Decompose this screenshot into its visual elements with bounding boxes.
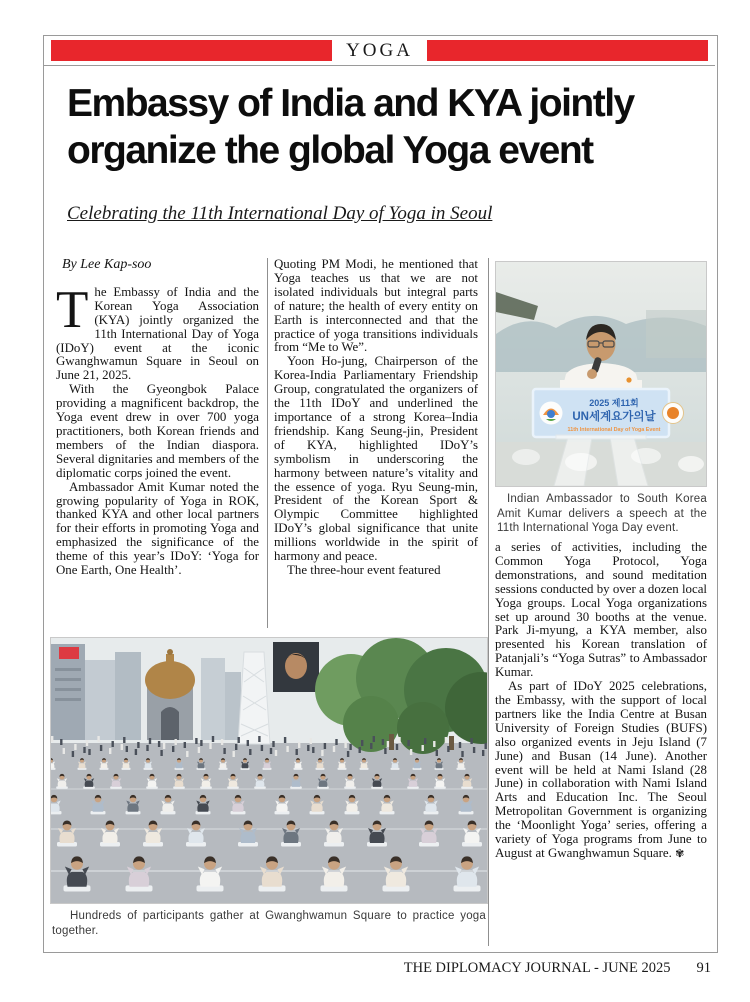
billboard [59,647,79,659]
podium-photo [495,261,707,487]
podium-photo-caption: Indian Ambassador to South Korea Amit Kumar delivers a speech at the 11th International Yoga Day event. [497,493,707,534]
page-footer [44,960,711,977]
section-band [44,36,715,66]
article-end-mark: ✾ [675,846,685,860]
white-tower [238,652,270,744]
paragraph-text: As part of IDoY 2025 celebrations, the Embassy, with the support of local partners like the India Centre at Busan University of Foreign Studies (BUFS) also organized events in Jeju Island (7 June) and Busan (14 June). Another event will be held at Nami Island (28 June) in collaboration with Nami Island Arts and Education Inc. The Seoul Metropolitan Government is organizing the ‘Moonlight Yoga’ series, offering a variety of Yoga programs from June to August at Gwanghwamun Square. [495,679,707,860]
article-column-1 [56,256,259,578]
podium-sign [533,389,684,437]
paragraph [495,680,707,861]
red-bar-left [51,40,332,61]
column-divider-1 [267,258,268,628]
hand [587,369,597,379]
lapel-logo [626,377,631,382]
crowd-photo-caption: Hundreds of participants gather at Gwanghwamun Square to practice yoga together. [52,910,486,937]
sign-line-1: 2025 제11회 [589,398,639,408]
subheadline: Celebrating the 11th International Day of Yoga in Seoul [67,203,493,224]
journal-name: THE DIPLOMACY JOURNAL - JUNE 2025 [403,960,671,976]
screen-face [285,653,307,679]
section-label: YOGA [346,39,413,61]
paragraph [56,280,259,383]
paragraph: The three-hour event featured [287,562,441,577]
red-bar-right [427,40,708,61]
blurred-building [646,310,706,358]
column-divider-2 [488,258,489,946]
paragraph: a series of activities, including the Common Yoga Protocol, Yoga demonstrations, and sound meditation sessions conducted by over a dozen local Yoga groups. Local Yoga organizations set up around 30 booths at the venue. Park Ji-myung, a KYA member, also presented his Korean translation of Patanjali’s “Yoga Sutras” to Ambassador Kumar. [495,540,707,680]
arch [161,707,179,740]
crowd-photo [50,637,488,904]
headline: Embassy of India and KYA jointly organize the global Yoga event [67,82,634,172]
article-column-3 [495,541,707,861]
article-column-2 [274,258,478,578]
paragraph: Quoting PM Modi, he mentioned that Yoga teaches us that we are not isolated individuals but integral parts of nature; the health of every entity on Earth is interconnected and that the practice of yoga transitions individuals from “Me to We”. [274,257,478,355]
sign-line-3: 11th International Day of Yoga Event [567,427,661,433]
drop-cap: T [56,280,89,339]
paragraph: With the Gyeongbok Palace providing a magnificent backdrop, the Yoga event drew in over 700 yoga practitioners, both Korean friends and members of the Indian diaspora. Several dignitaries and members of the diplomatic corps joined the event. [56,382,259,480]
sign-line-2: UN세계요가의날 [572,411,656,423]
big-screen [273,642,319,692]
podium-photo-art [496,262,706,486]
crowd-photo-art [51,638,487,903]
byline: By Lee Kap-soo [62,257,152,272]
page-number: 91 [696,960,711,976]
paragraph: Ambassador Amit Kumar noted the growing popularity of Yoga in ROK, thanked KYA and other local partners for their efforts in promoting Yoga and emphasized the significance of the theme of this year’s IDoY: ‘Yoga for One Earth, One Health’. [56,479,259,578]
paragraph-text: he Embassy of India and the Korean Yoga Association (KYA) jointly organized the 11th International Day of Yoga (IDoY) event at the iconic Gwanghwamun Square in Seoul on June 21, 2025. [56,284,259,383]
paragraph: Yoon Ho-jung, Chairperson of the Korea-India Parliamentary Friendship Group, congratulated the organizers of the 11th IDoY and underlined the importance of a strong Korea–India friendship. Kang Seung-jin, President of KYA, highlighted IDoY’s symbolism in underscoring the harmony between nature’s vitality and the essence of yoga. Ryu Seung-min, President of the Korean Sport & Olympic Committee highlighted IDoY’s global significance that unite millions worldwide in the spirit of harmony and peace. [274,354,478,564]
